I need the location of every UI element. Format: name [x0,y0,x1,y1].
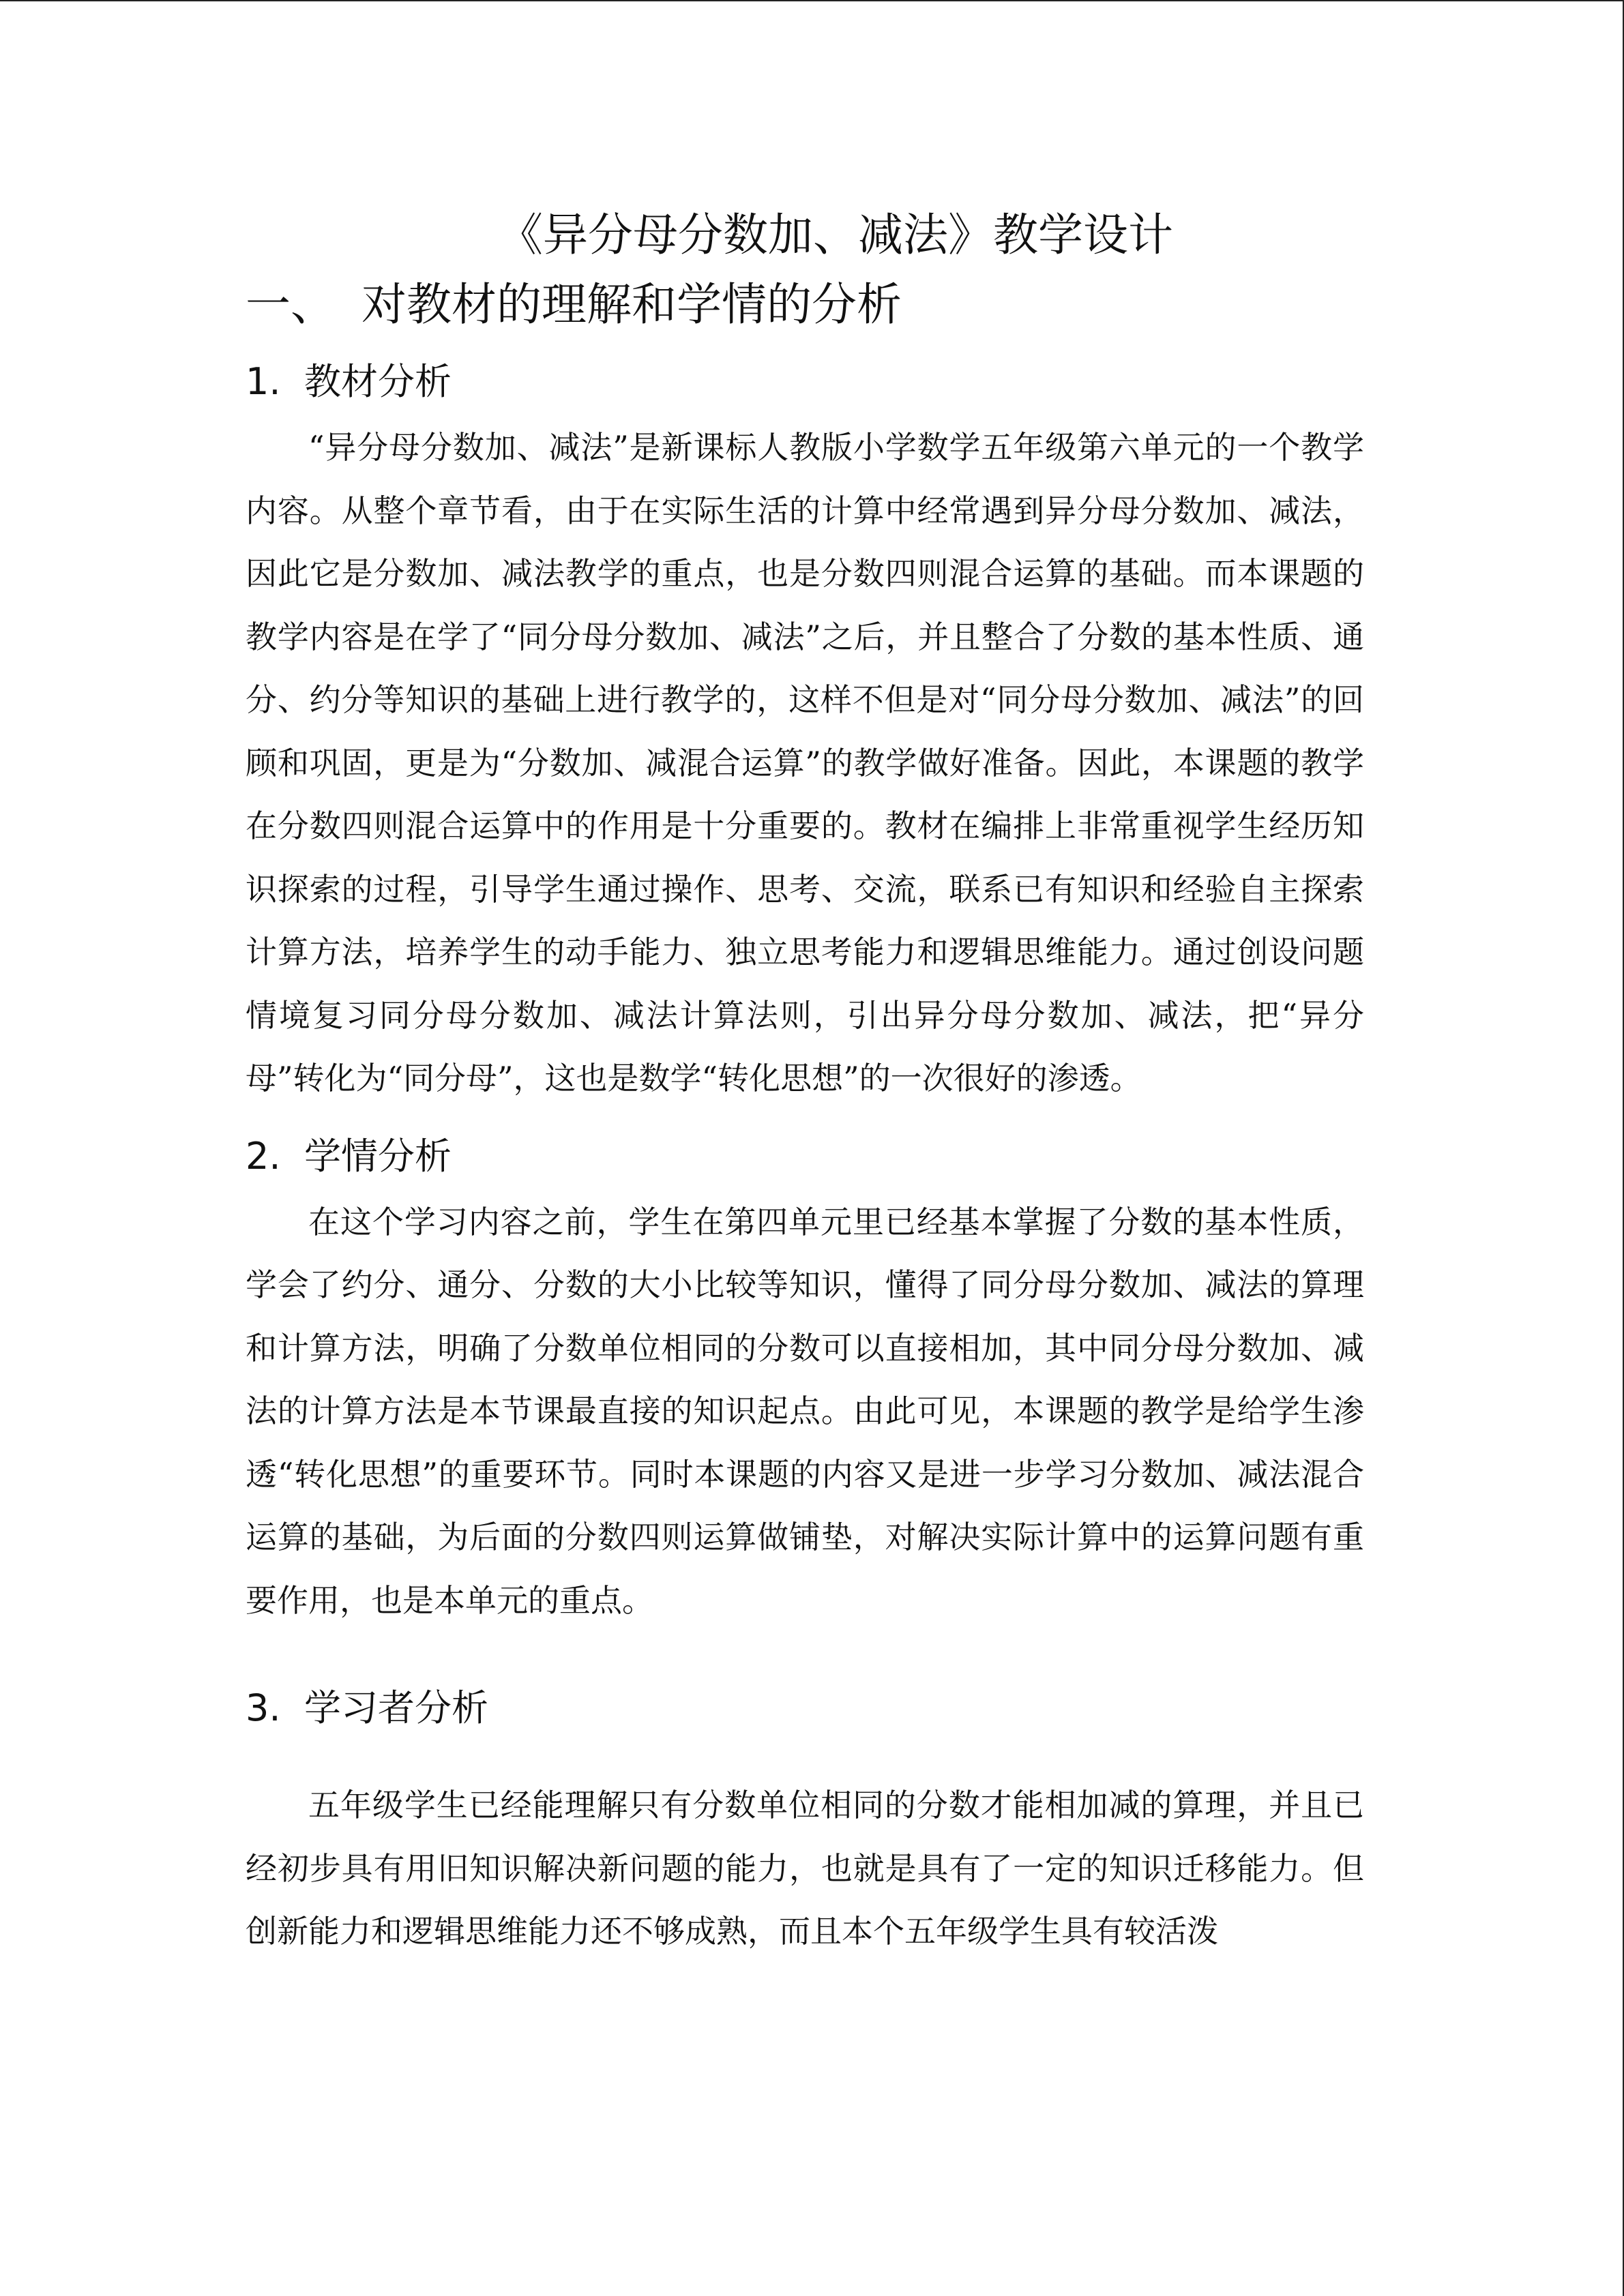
section-number: 一、 [246,278,336,331]
paragraph-textbook-analysis: “异分母分数加、减法”是新课标人教版小学数学五年级第六单元的一个教学内容。从整个章节看，由于在实际生活的计算中经常遇到异分母分数加、减法，因此它是分数加、减法教学的重点，也是分数四则混合运算的基础。而本课题的教学内容是在学了“同分母分数加、减法”之后，并且整合了分数的基本性质、通分、约分等知识的基础上进行教学的，这样不但是对“同分母分数加、减法”的回顾和巩固，更是为“分数加、减混合运算”的教学做好准备。因此，本课题的教学在分数四则混合运算中的作用是十分重要的。教材在编排上非常重视学生经历知识探索的过程，引导学生通过操作、思考、交流，联系已有知识和经验自主探索计算方法，培养学生的动手能力、独立思考能力和逻辑思维能力。通过创设问题情境复习同分母分数加、减法计算法则，引出异分母分数加、减法，把“异分母”转化为“同分母”，这也是数学“转化思想”的一次很好的渗透。 [246,429,1364,1097]
subsection-number: 3. [246,1686,281,1729]
paragraph-learner-analysis: 五年级学生已经能理解只有分数单位相同的分数才能相加减的算理，并且已经初步具有用旧知识解决新问题的能力，也就是具有了一定的知识迁移能力。但创新能力和逻辑思维能力还不够成熟，而且本个五年级学生具有较活泼 [246,1787,1364,1950]
subsection-title: 学习者分析 [304,1686,488,1729]
document-body [246,205,1364,1963]
paragraph-learning-analysis: 在这个学习内容之前，学生在第四单元里已经基本掌握了分数的基本性质，学会了约分、通分、分数的大小比较等知识，懂得了同分母分数加、减法的算理和计算方法，明确了分数单位相同的分数可以直接相加，其中同分母分数加、减法的计算方法是本节课最直接的知识起点。由此可见，本课题的教学是给学生渗透“转化思想”的重要环节。同时本课题的内容又是进一步学习分数加、减法混合运算的基础，为后面的分数四则运算做铺垫，对解决实际计算中的运算问题有重要作用，也是本单元的重点。 [246,1203,1364,1619]
document-title: 《异分母分数加、减法》教学设计 [498,209,1173,261]
subsection-number: 1. [246,360,281,403]
section-title: 对教材的理解和学情的分析 [361,278,902,331]
subsection-title: 学情分析 [304,1134,452,1178]
section-heading-1 [246,274,1364,336]
subsection-title: 教材分析 [304,360,452,403]
subsection-number: 2. [246,1134,281,1178]
subsection-heading-learning [246,1129,1364,1184]
subsection-heading-learner [246,1681,1364,1735]
subsection-heading-textbook [246,355,1364,409]
